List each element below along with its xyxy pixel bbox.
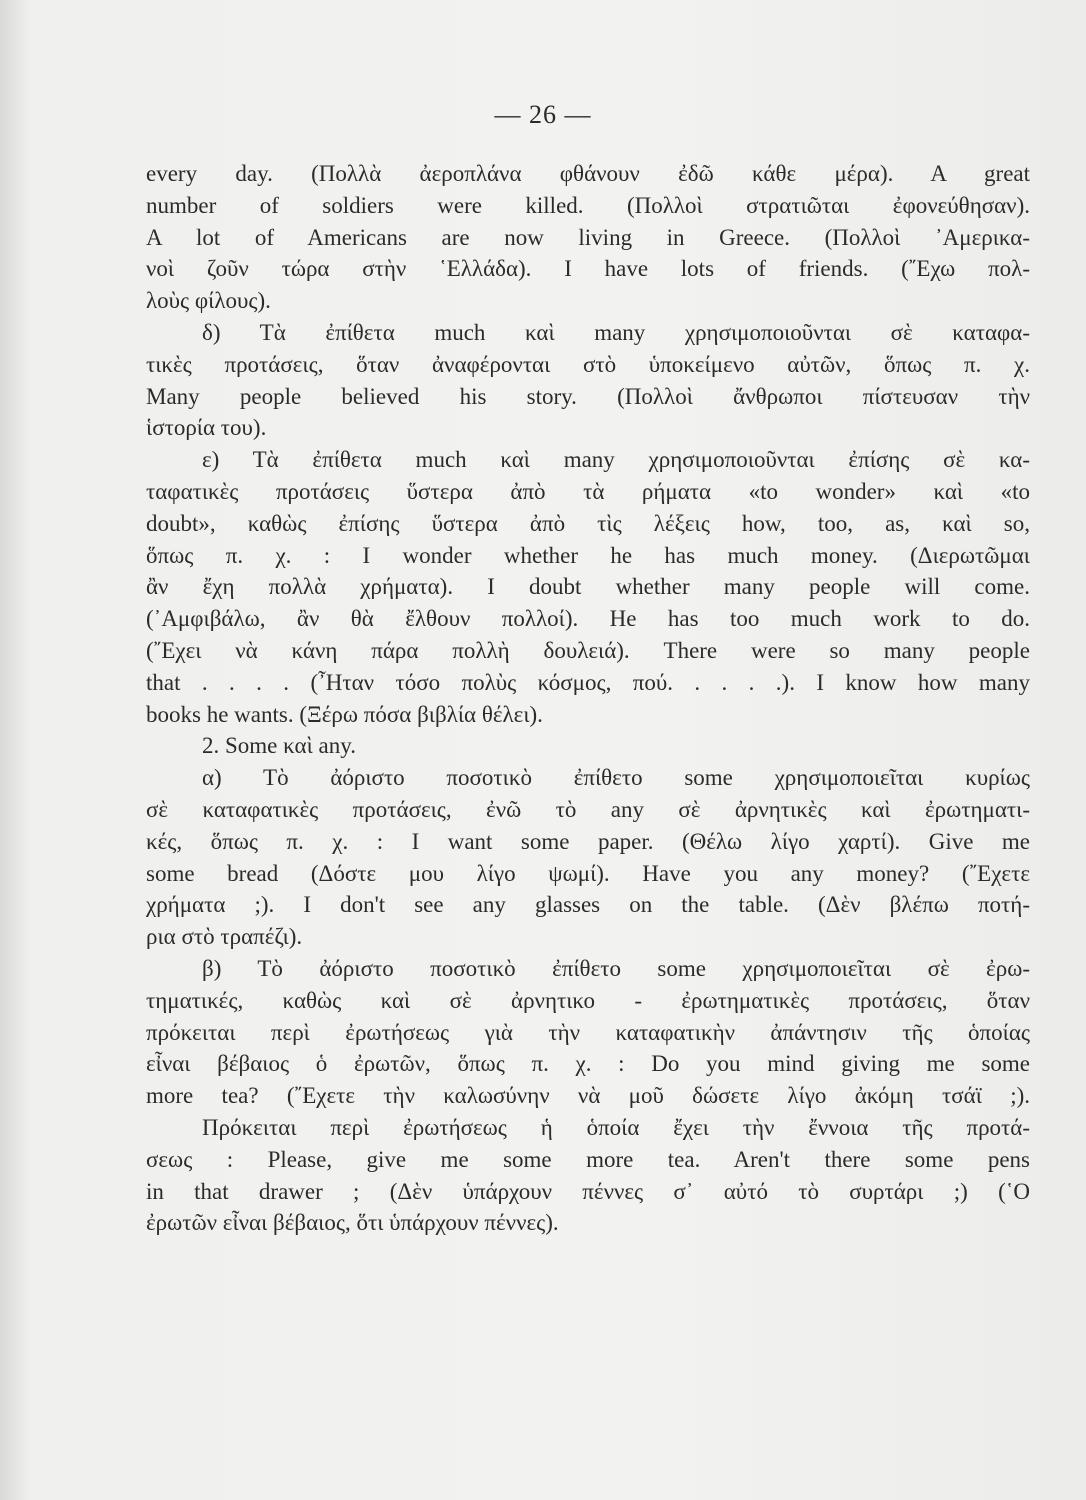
text-line: 2. Some καὶ any.: [202, 733, 356, 759]
text-line: εἶναι βέβαιος ὁ ἐρωτῶν, ὅπως π. χ. : Do you mind giving me some: [146, 1051, 1030, 1077]
text-line: κές, ὅπως π. χ. : I want some paper. (Θέλω λίγο χαρτί). Give me: [146, 828, 1030, 854]
text-line: A lot of Americans are now living in Greece. (Πολλοὶ ᾽Αμερικα-: [146, 224, 1030, 250]
text-line: Many people believed his story. (Πολλοὶ ἄνθρωποι πίστευσαν τὴν: [146, 383, 1030, 409]
text-line: σεως : Please, give me some more tea. Aren't there some pens: [146, 1146, 1030, 1172]
text-line: τικὲς προτάσεις, ὅταν ἀναφέρονται στὸ ὑποκείμενο αὐτῶν, ὅπως π. χ.: [146, 351, 1030, 377]
text-line: β) Τὸ ἀόριστο ποσοτικὸ ἐπίθετο some χρησιμοποιεῖται σὲ ἐρω-: [202, 955, 1030, 981]
text-line: that . . . . (῏Ηταν τόσο πολὺς κόσμος, πού. . . . .). I know how many: [146, 669, 1030, 695]
text-line: ἂν ἔχη πολλὰ χρήματα). I doubt whether many people will come.: [146, 574, 1030, 600]
text-line: ε) Τὰ ἐπίθετα much καὶ many χρησιμοποιοῦνται ἐπίσης σὲ κα-: [202, 447, 1030, 473]
text-line: σὲ καταφατικὲς προτάσεις, ἐνῶ τὸ any σὲ ἀρνητικὲς καὶ ἐρωτηματι-: [146, 796, 1030, 822]
text-line: πρόκειται περὶ ἐρωτήσεως γιὰ τὴν καταφατικὴν ἀπάντησιν τῆς ὁποίας: [146, 1019, 1030, 1045]
text-body: [146, 158, 1030, 1239]
text-line: (᾽Αμφιβάλω, ἂν θὰ ἔλθουν πολλοί). He has too much work to do.: [146, 606, 1030, 632]
text-line: ὅπως π. χ. : I wonder whether he has much money. (Διερωτῶμαι: [146, 542, 1030, 568]
text-line: ταφατικὲς προτάσεις ὕστερα ἀπὸ τὰ ρήματα «to wonder» καὶ «to: [146, 478, 1030, 504]
text-line: (῎Εχει νὰ κάνη πάρα πολλὴ δουλειά). There were so many people: [146, 637, 1030, 663]
text-line: doubt», καθὼς ἐπίσης ὕστερα ἀπὸ τὶς λέξεις how, too, as, καὶ so,: [146, 510, 1030, 536]
text-line: ἐρωτῶν εἶναι βέβαιος, ὅτι ὑπάρχουν πέννες).: [146, 1210, 559, 1236]
text-line: ἱστορία του).: [146, 415, 267, 441]
text-line: number of soldiers were killed. (Πολλοὶ στρατιῶται ἐφονεύθησαν).: [146, 192, 1030, 218]
text-line: χρήματα ;). I don't see any glasses on the table. (Δὲν βλέπω ποτή-: [146, 892, 1030, 918]
text-line: more tea? (῎Εχετε τὴν καλωσύνην νὰ μοῦ δώσετε λίγο ἀκόμη τσάϊ ;).: [146, 1083, 1030, 1109]
text-line: νοὶ ζοῦν τώρα στὴν ῾Ελλάδα). I have lots of friends. (῎Εχω πολ-: [146, 256, 1030, 282]
text-line: some bread (Δόστε μου λίγο ψωμί). Have you any money? (῎Εχετε: [146, 860, 1030, 886]
text-line: books he wants. (Ξέρω πόσα βιβλία θέλει).: [146, 701, 543, 727]
text-line: in that drawer ; (Δὲν ὑπάρχουν πέννες σ᾽ αὐτό τὸ συρτάρι ;) (῾Ο: [146, 1178, 1030, 1204]
text-line: δ) Τὰ ἐπίθετα much καὶ many χρησιμοποιοῦνται σὲ καταφα-: [202, 319, 1030, 345]
text-line: ρια στὸ τραπέζι).: [146, 924, 303, 950]
text-line: α) Τὸ ἀόριστο ποσοτικὸ ἐπίθετο some χρησιμοποιεῖται κυρίως: [202, 765, 1030, 791]
text-line: every day. (Πολλὰ ἀεροπλάνα φθάνουν ἐδῶ κάθε μέρα). A great: [146, 161, 1030, 186]
text-line: Πρόκειται περὶ ἐρωτήσεως ἡ ὁποία ἔχει τὴν ἔννοια τῆς προτά-: [202, 1114, 1030, 1140]
text-line: τηματικές, καθὼς καὶ σὲ ἀρνητικο - ἐρωτηματικὲς προτάσεις, ὅταν: [146, 987, 1030, 1013]
page-number: — 26 —: [494, 100, 592, 129]
text-line: λοὺς φίλους).: [146, 288, 271, 314]
